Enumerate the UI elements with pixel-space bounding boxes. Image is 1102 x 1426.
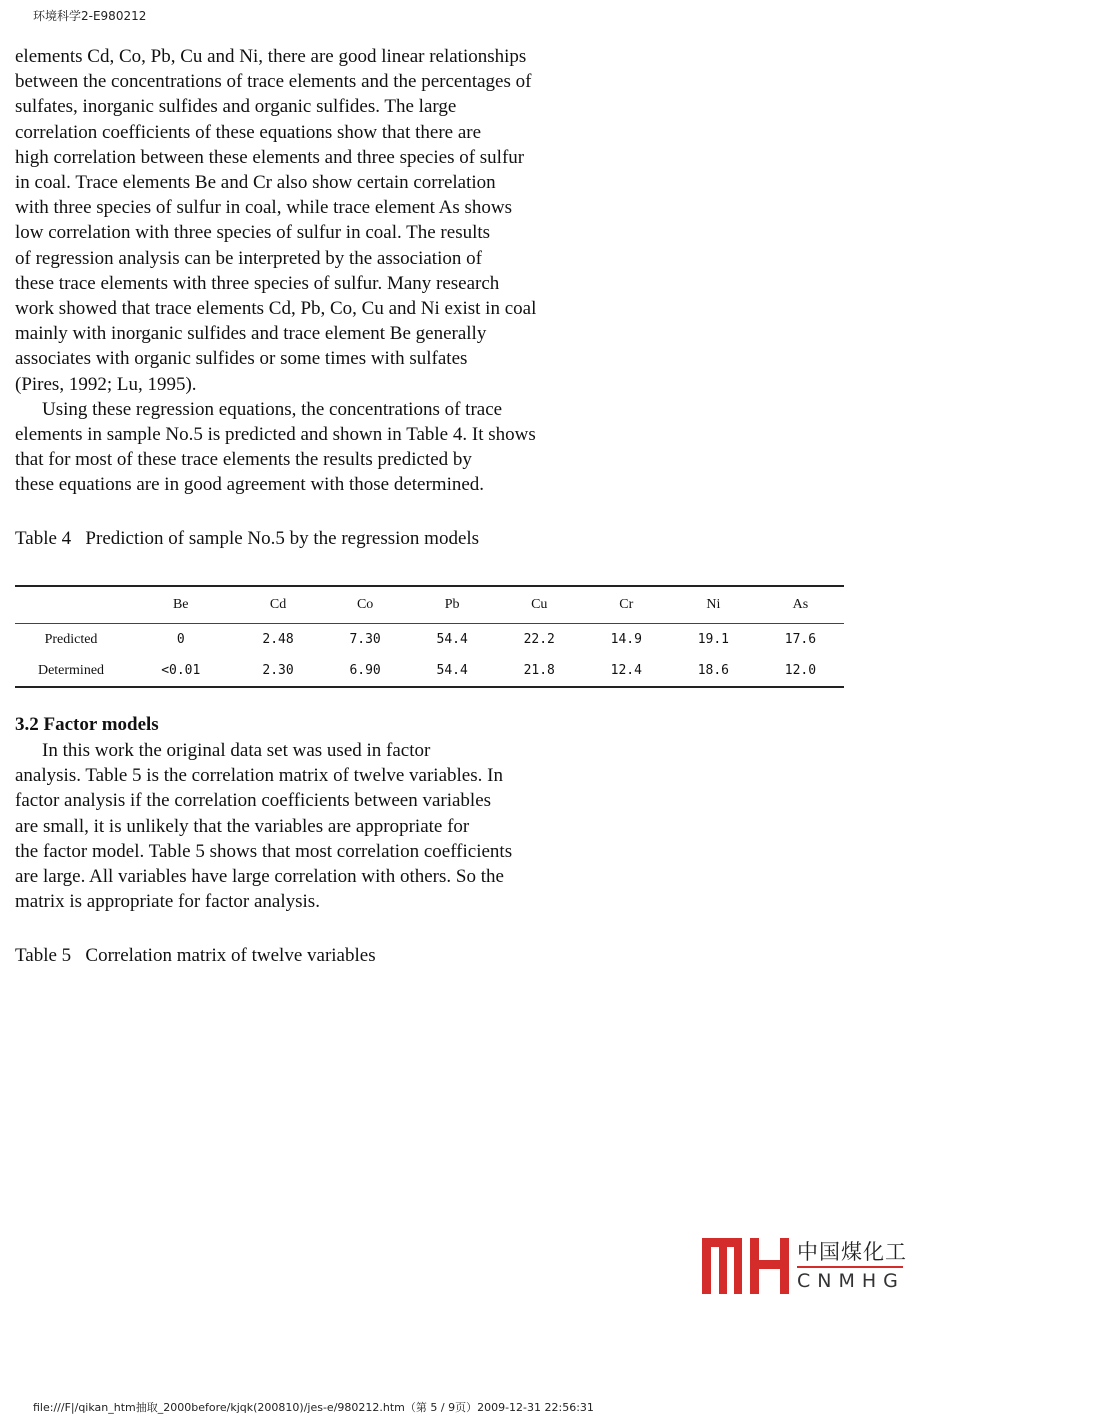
table-header-cell: Be — [127, 586, 235, 624]
text-line: Using these regression equations, the concentrations of trace — [42, 398, 503, 420]
table-cell: 7.30 — [349, 632, 381, 647]
logo-english-text: CNMHG — [797, 1270, 905, 1292]
table-cell: 19.1 — [697, 632, 730, 647]
text-line: (Pires, 1992; Lu, 1995). — [15, 373, 197, 395]
text-line: mainly with inorganic sulfides and trace element Be generally — [15, 323, 487, 345]
table4-prediction — [15, 585, 844, 688]
text-line: in coal. Trace elements Be and Cr also show certain correlation — [15, 172, 496, 194]
text-line: between the concentrations of trace elements and the percentages of — [15, 71, 532, 93]
text-line: correlation coefficients of these equations show that there are — [15, 121, 482, 143]
cnmhg-logo-mark-icon — [700, 1234, 792, 1296]
table-row-label: Predicted — [44, 631, 98, 647]
text-line: with three species of sulfur in coal, while trace element As shows — [15, 197, 513, 219]
table-cell: 14.9 — [610, 632, 642, 647]
table-cell: 54.4 — [436, 663, 468, 678]
paragraph-regression-discussion — [15, 44, 615, 498]
text-line: are small, it is unlikely that the variables are appropriate for — [15, 815, 470, 837]
table-cell: 21.8 — [523, 663, 555, 678]
text-line: are large. All variables have large correlation with others. So the — [15, 866, 504, 888]
paragraph-factor-analysis — [15, 738, 615, 914]
text-line: associates with organic sulfides or some times with sulfates — [15, 348, 468, 370]
text-line: low correlation with three species of sulfur in coal. The results — [15, 222, 491, 244]
document-header-title: 环境科学2-E980212 — [33, 9, 147, 23]
table-header-cell: Cr — [583, 586, 670, 624]
table-header-cell: Cd — [235, 586, 322, 624]
table-header-cell: Cu — [496, 586, 583, 624]
text-line: elements Cd, Co, Pb, Cu and Ni, there are good linear relationships — [15, 46, 527, 67]
text-line: high correlation between these elements and three species of sulfur — [15, 146, 525, 168]
table-cell: 12.4 — [610, 663, 642, 678]
table-cell: <0.01 — [161, 663, 201, 678]
table-row — [15, 624, 844, 656]
table-cell: 17.6 — [784, 632, 817, 647]
table-header-cell: Pb — [409, 586, 496, 624]
text-line: In this work the original data set was used in factor — [42, 740, 431, 761]
text-line: of regression analysis can be interpreted by the association of — [15, 247, 482, 269]
section-heading-factor-models: 3.2 Factor models — [15, 714, 159, 735]
text-line: these equations are in good agreement with those determined. — [15, 474, 485, 496]
logo-divider — [797, 1266, 903, 1268]
table-cell: 18.6 — [697, 663, 730, 678]
text-line: the factor model. Table 5 shows that most correlation coefficients — [15, 840, 513, 862]
text-line: work showed that trace elements Cd, Pb, Co, Cu and Ni exist in coal — [15, 298, 537, 320]
cnmhg-logo — [700, 1234, 910, 1296]
text-line: that for most of these trace elements the results predicted by — [15, 449, 472, 471]
table-cell: 12.0 — [784, 663, 817, 678]
text-line: matrix is appropriate for factor analysis. — [15, 891, 320, 913]
table-header-row — [15, 586, 844, 624]
text-line: these trace elements with three species of sulfur. Many research — [15, 272, 500, 294]
table-header-cell: As — [757, 586, 844, 624]
table-row-label: Determined — [37, 662, 105, 678]
table-cell: 54.4 — [436, 632, 468, 647]
text-line: factor analysis if the correlation coefficients between variables — [15, 790, 492, 812]
page-footer-path: file:///F|/qikan_htm抽取_2000before/kjqk(200810)/jes-e/980212.htm（第 5 / 9页）2009-12-31 22:56:31 — [33, 1401, 594, 1414]
text-line: analysis. Table 5 is the correlation matrix of twelve variables. In — [15, 765, 503, 787]
logo-chinese-text: 中国煤化工 — [797, 1240, 907, 1264]
table-cell: 22.2 — [523, 632, 555, 647]
table-cell: 2.30 — [262, 663, 294, 678]
table-cell: 0 — [176, 632, 185, 647]
table-header-cell — [15, 586, 127, 624]
table-cell: 2.48 — [262, 632, 294, 647]
table-header-cell: Ni — [670, 586, 757, 624]
text-line: elements in sample No.5 is predicted and shown in Table 4. It shows — [15, 424, 536, 446]
table4-caption: Table 4 Prediction of sample No.5 by the regression models — [15, 528, 480, 549]
table-row — [15, 655, 844, 687]
text-line: sulfates, inorganic sulfides and organic sulfides. The large — [15, 96, 457, 118]
table-cell: 6.90 — [349, 663, 381, 678]
table5-caption: Table 5 Correlation matrix of twelve variables — [15, 945, 376, 966]
table-header-cell: Co — [322, 586, 409, 624]
